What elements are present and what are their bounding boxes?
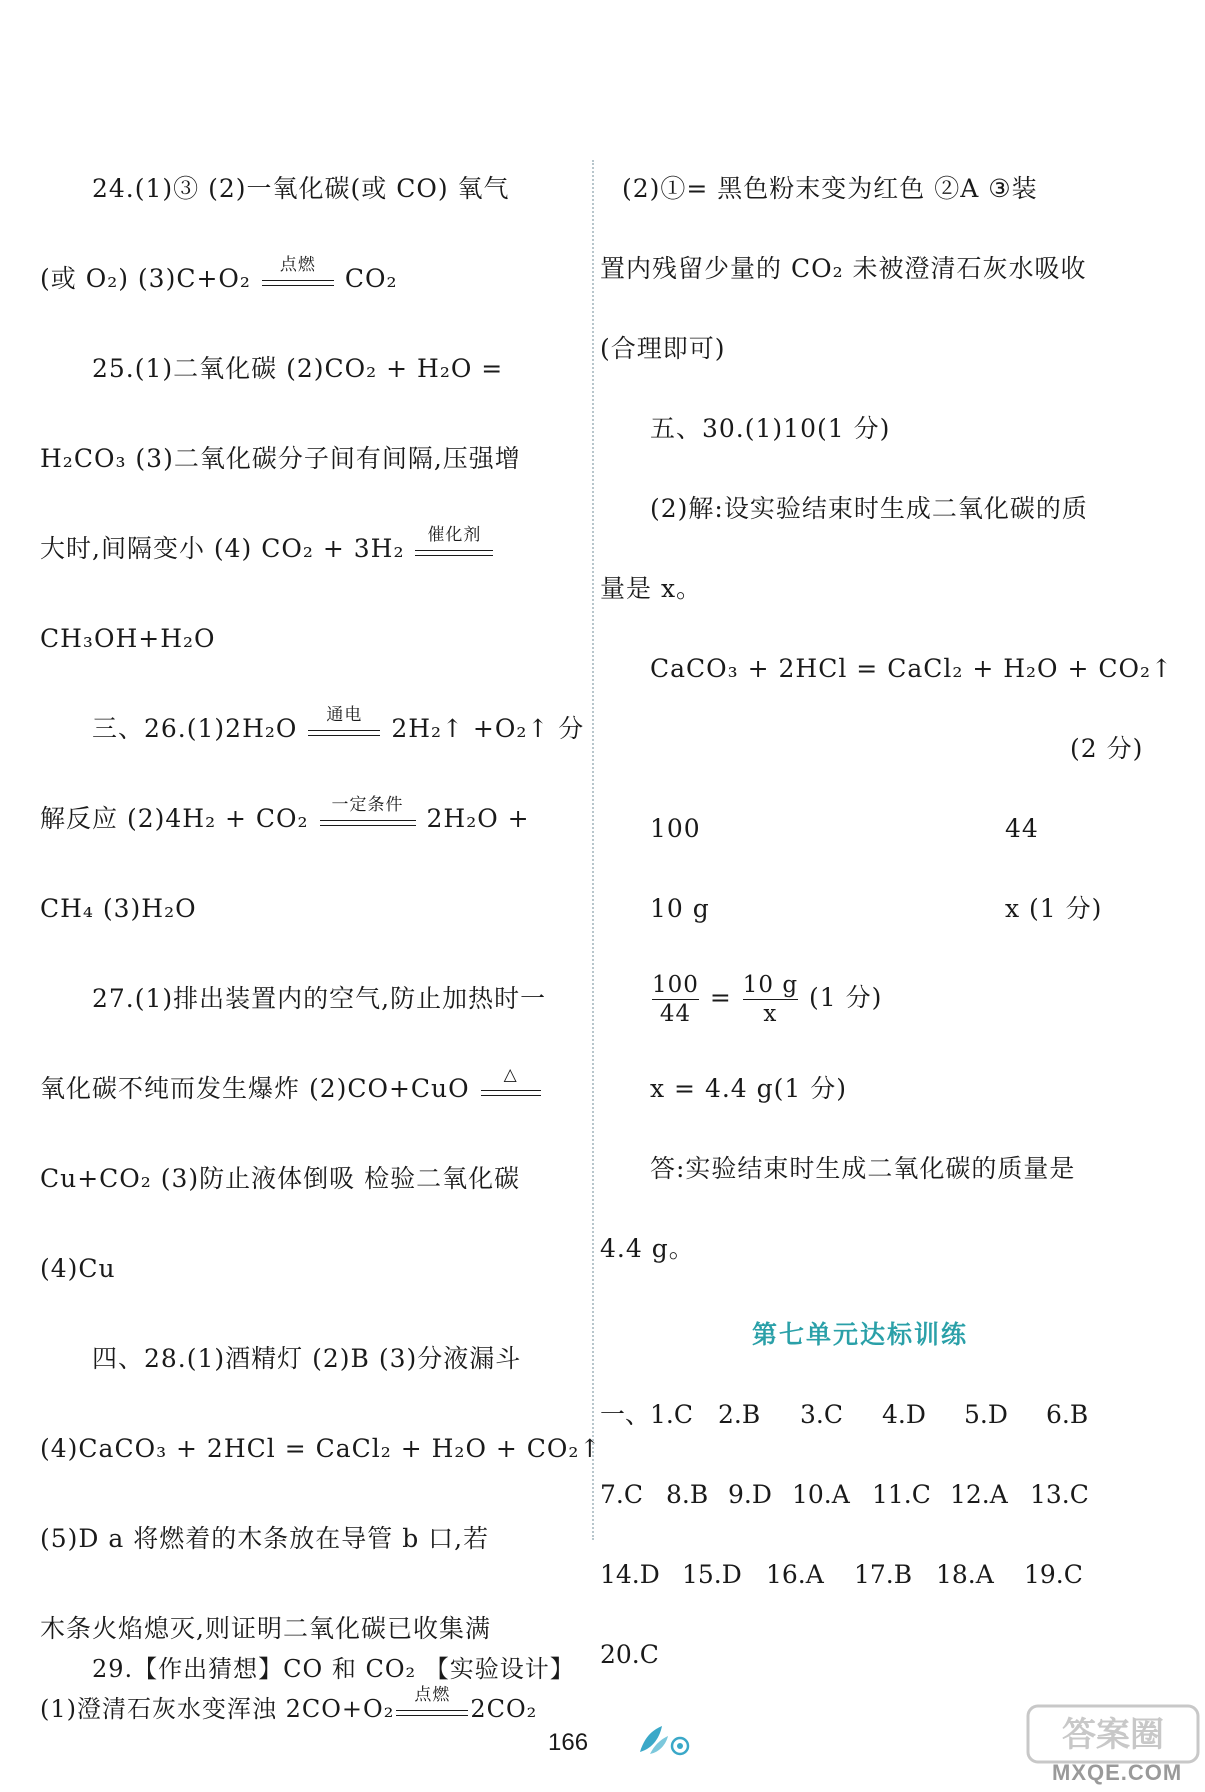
q25-line4: CH₃OH+H₂O: [40, 624, 216, 653]
q26-line1-a: 三、26.(1)2H₂O: [92, 714, 298, 743]
q27-line3: Cu+CO₂ (3)防止液体倒吸 检验二氧化碳: [40, 1164, 521, 1193]
q27-line2-a: 氧化碳不纯而发生爆炸 (2)CO+CuO: [40, 1074, 470, 1103]
q28-line2: (4)CaCO₃ + 2HCl = CaCl₂ + H₂O + CO₂↑: [40, 1434, 602, 1463]
watermark-text: MXQE.COM: [1052, 1760, 1183, 1785]
q25-line2: H₂CO₃ (3)二氧化碳分子间有间隔,压强增: [40, 444, 521, 473]
q24-line1: 24.(1)③ (2)一氧化碳(或 CO) 氧气: [92, 174, 510, 203]
q29-reaction-arrow: [396, 1684, 468, 1722]
q30-answer-line2: 4.4 g。: [600, 1234, 695, 1263]
q28-line1: 四、28.(1)酒精灯 (2)B (3)分液漏斗: [92, 1344, 522, 1373]
column-divider: [592, 160, 594, 1540]
fraction-2-numerator: 10 g: [742, 972, 799, 998]
q30-mass-caco3: 100: [650, 814, 701, 843]
q24-condition: 点燃: [279, 254, 316, 275]
q30-points: (2 分): [1070, 734, 1144, 763]
fraction-1: [652, 971, 699, 1028]
mc-answer: 4.D: [882, 1400, 926, 1429]
mc-answer: 5.D: [964, 1400, 1008, 1429]
q30-line3: 量是 x。: [600, 574, 703, 603]
q26-reaction-arrow-1: [308, 704, 380, 742]
mc-answer: 17.B: [854, 1560, 913, 1589]
q25-line1: 25.(1)二氧化碳 (2)CO₂ + H₂O =: [92, 354, 504, 383]
mc-answer: 13.C: [1030, 1480, 1089, 1509]
q26-line2-b: 2H₂O +: [426, 804, 530, 833]
q26-condition-2: 一定条件: [331, 794, 404, 815]
q27-line1: 27.(1)排出装置内的空气,防止加热时一: [92, 984, 547, 1013]
q27-reaction-arrow: [481, 1064, 541, 1102]
q24-line2-a: (或 O₂) (3)C+O₂: [40, 264, 251, 293]
section-title: 第七单元达标训练: [752, 1320, 969, 1349]
mc-answer: 14.D: [600, 1560, 660, 1589]
q28-line3: (5)D a 将燃着的木条放在导管 b 口,若: [40, 1524, 490, 1553]
q24-line2-b: CO₂: [344, 264, 398, 293]
q29-line1: 29.【作出猜想】CO 和 CO₂ 【实验设计】: [92, 1655, 575, 1683]
mc-answer: 10.A: [792, 1480, 850, 1509]
right-line2: 置内残留少量的 CO₂ 未被澄清石灰水吸收: [600, 254, 1087, 283]
q30-line1: 五、30.(1)10(1 分): [650, 414, 891, 443]
fraction-1-numerator: 100: [652, 972, 699, 998]
fraction-2-denominator: x: [763, 1001, 778, 1027]
q27-condition: △: [503, 1064, 518, 1085]
mc-answer: 15.D: [682, 1560, 742, 1589]
q26-reaction-arrow-2: [320, 794, 416, 832]
q30-proportion: [650, 968, 882, 1028]
fraction-2: [743, 971, 798, 1028]
mc-answer: 19.C: [1024, 1560, 1083, 1589]
mc-answer: 3.C: [800, 1400, 843, 1429]
mc-answer: 6.B: [1046, 1400, 1089, 1429]
q27-line2: [40, 1064, 543, 1106]
q25-condition: 催化剂: [427, 524, 482, 545]
q30-answer-line1: 答:实验结束时生成二氧化碳的质量是: [650, 1154, 1076, 1183]
mc-answer: 20.C: [600, 1640, 659, 1669]
mc-answer: 7.C: [600, 1480, 643, 1509]
page-number: 166: [548, 1729, 589, 1756]
q26-line3: CH₄ (3)H₂O: [40, 894, 197, 923]
q30-line2: (2)解:设实验结束时生成二氧化碳的质: [650, 494, 1088, 523]
mc-answer: 一、1.C: [600, 1400, 693, 1429]
fraction-points: (1 分): [809, 983, 883, 1012]
q25-line3-a: 大时,间隔变小 (4) CO₂ + 3H₂: [40, 534, 405, 563]
q28-line4: 木条火焰熄灭,则证明二氧化碳已收集满: [40, 1614, 491, 1643]
q29-line2-a: (1)澄清石灰水变浑浊 2CO+O₂: [40, 1695, 395, 1723]
mc-answer: 12.A: [950, 1480, 1008, 1509]
mc-answer: 18.A: [936, 1560, 994, 1589]
mc-answer: 9.D: [728, 1480, 772, 1509]
q26-line1: [92, 704, 585, 746]
q30-equation: CaCO₃ + 2HCl = CaCl₂ + H₂O + CO₂↑: [650, 654, 1173, 683]
right-line1: (2)①= 黑色粉末变为红色 ②A ③装: [622, 174, 1038, 203]
q27-line4: (4)Cu: [40, 1254, 116, 1283]
right-line3: (合理即可): [600, 334, 726, 363]
leaf-decoration-icon: [636, 1722, 696, 1758]
q29-condition: 点燃: [414, 1684, 451, 1705]
svg-text:答案圈: 答案圈: [1062, 1715, 1164, 1755]
mc-answer: 16.A: [766, 1560, 824, 1589]
q26-line1-b: 2H₂↑ +O₂↑ 分: [391, 714, 585, 743]
q26-line2-a: 解反应 (2)4H₂ + CO₂: [40, 804, 309, 833]
fraction-1-denominator: 44: [659, 1001, 692, 1027]
mc-answer: 8.B: [666, 1480, 709, 1509]
equals-sign: =: [709, 983, 732, 1012]
q30-unknown: x (1 分): [1005, 894, 1103, 923]
q30-mass-co2: 44: [1005, 814, 1039, 843]
q30-given: 10 g: [650, 894, 710, 923]
q26-condition-1: 通电: [326, 704, 363, 725]
mc-answer: 2.B: [718, 1400, 761, 1429]
q29-line2-b: 2CO₂: [470, 1695, 538, 1723]
q24-line2: [40, 254, 398, 296]
q30-result: x = 4.4 g(1 分): [650, 1074, 848, 1103]
q25-reaction-arrow: [415, 524, 493, 562]
q24-reaction-arrow: [262, 254, 334, 292]
q29-line2: [40, 1684, 538, 1726]
q25-line3: [40, 524, 495, 566]
mc-answer: 11.C: [872, 1480, 931, 1509]
q26-line2: [40, 794, 530, 836]
